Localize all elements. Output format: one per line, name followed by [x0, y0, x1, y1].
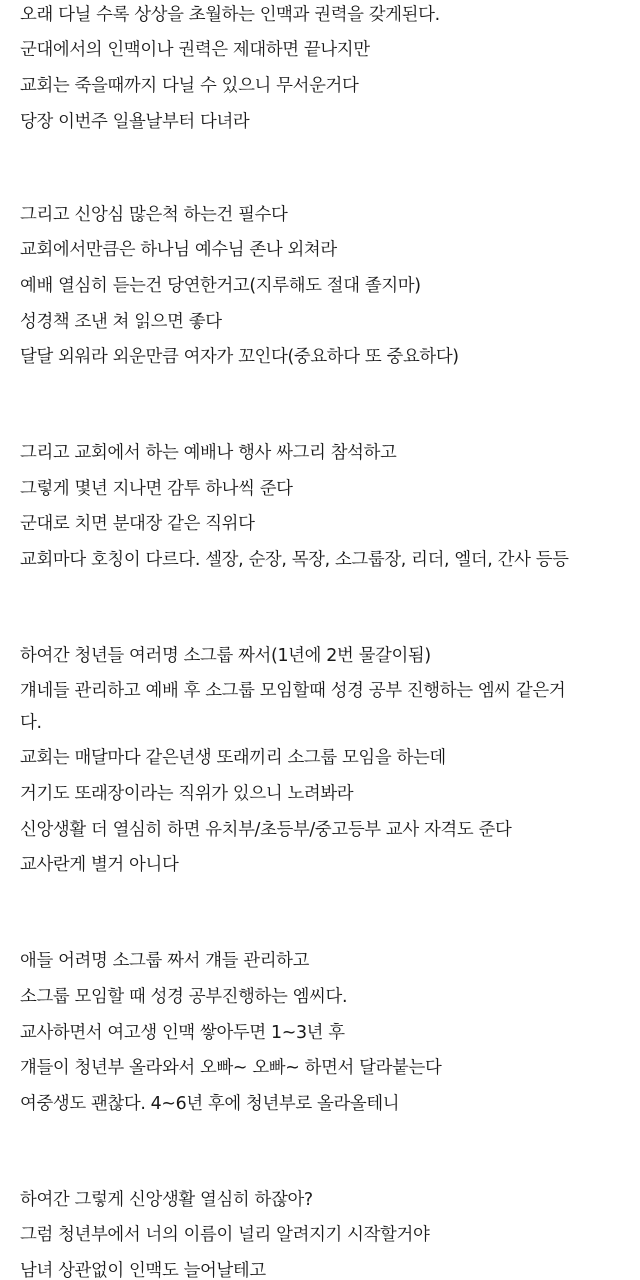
- text-line: 다.: [20, 713, 42, 733]
- text-line: 신앙생활 더 열심히 하면 유치부/초등부/중고등부 교사 자격도 준다: [20, 820, 512, 840]
- text-line: 교회는 매달마다 같은년생 또래끼리 소그룹 모임을 하는데: [20, 748, 446, 768]
- text-line: 교회에서만큼은 하나님 예수님 존나 외쳐라: [20, 240, 337, 260]
- text-line: 그리고 신앙심 많은척 하는건 필수다: [20, 205, 288, 225]
- text-line: 당장 이번주 일욜날부터 다녀라: [20, 112, 250, 132]
- text-line: 군대로 치면 분대장 같은 직위다: [20, 514, 255, 534]
- text-line: 교사하면서 여고생 인맥 쌓아두면 1~3년 후: [20, 1023, 345, 1043]
- text-line: 예배 열심히 듣는건 당연한거고(지루해도 절대 졸지마): [20, 276, 421, 296]
- text-line: 달달 외워라 외운만큼 여자가 꼬인다(중요하다 또 중요하다): [20, 347, 459, 367]
- text-line: 성경책 조낸 쳐 읽으면 좋다: [20, 312, 222, 332]
- text-line: 그렇게 몇년 지나면 감투 하나씩 준다: [20, 479, 293, 499]
- text-line: 교회는 죽을때까지 다닐 수 있으니 무서운거다: [20, 76, 359, 96]
- text-line: 교회마다 호칭이 다르다. 셀장, 순장, 목장, 소그룹장, 리더, 엘더, 간사 등등: [20, 550, 569, 570]
- text-line: 소그룹 모임할 때 성경 공부진행하는 엠씨다.: [20, 987, 348, 1007]
- text-line: 하여간 그렇게 신앙생활 열심히 하잖아?: [20, 1190, 313, 1210]
- text-line: 하여간 청년들 여러명 소그룹 짜서(1년에 2번 물갈이됨): [20, 646, 431, 666]
- text-line: 교사란게 별거 아니다: [20, 855, 179, 875]
- text-line: 애들 어려명 소그룹 짜서 걔들 관리하고: [20, 951, 310, 971]
- text-line: 여중생도 괜찮다. 4~6년 후에 청년부로 올라올테니: [20, 1094, 400, 1114]
- text-line: 군대에서의 인맥이나 권력은 제대하면 끝나지만: [20, 40, 370, 60]
- text-line: 거기도 또래장이라는 직위가 있으니 노려봐라: [20, 784, 354, 804]
- text-line: 그럼 청년부에서 너의 이름이 널리 알려지기 시작할거야: [20, 1225, 430, 1245]
- text-line: 남녀 상관없이 인맥도 늘어날테고: [20, 1261, 266, 1280]
- text-line: 걔네들 관리하고 예배 후 소그룹 모임할때 성경 공부 진행하는 엠씨 같은거: [20, 681, 566, 701]
- text-line: 걔들이 청년부 올라와서 오빠~ 오빠~ 하면서 달라붙는다: [20, 1058, 442, 1078]
- text-line: 오래 다닐 수록 상상을 초월하는 인맥과 권력을 갖게된다.: [20, 5, 440, 25]
- text-line: 그리고 교회에서 하는 예배나 행사 싸그리 참석하고: [20, 443, 397, 463]
